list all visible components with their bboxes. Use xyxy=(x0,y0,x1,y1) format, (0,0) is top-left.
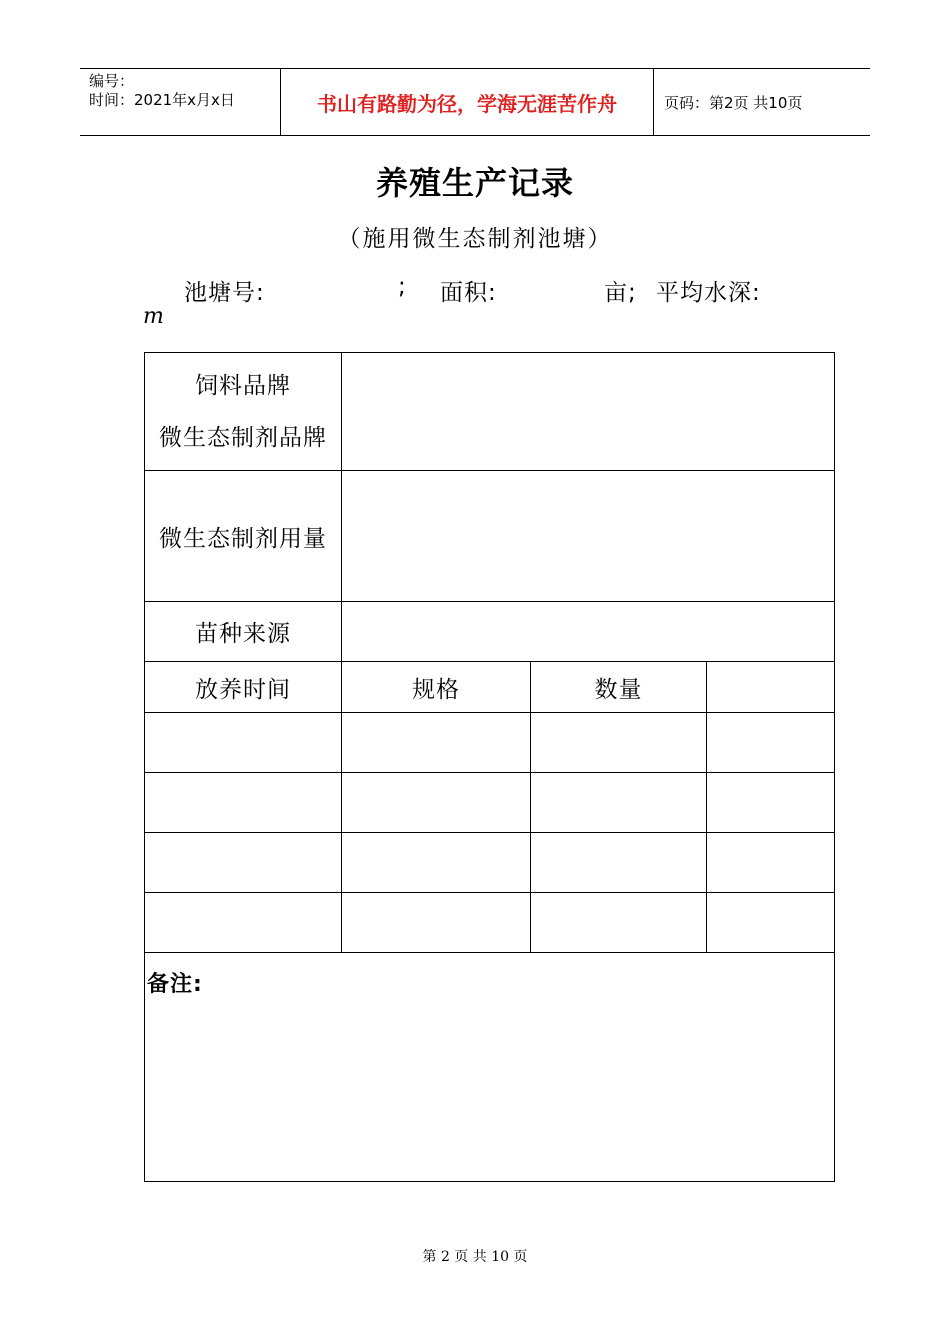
table-cell[interactable] xyxy=(145,773,342,833)
depth-unit: m xyxy=(143,304,164,329)
table-cell[interactable] xyxy=(342,773,531,833)
table-cell[interactable] xyxy=(707,893,835,953)
table-row xyxy=(145,833,835,893)
table-header-row xyxy=(145,662,835,713)
brand-label-cell xyxy=(145,353,342,471)
table-row xyxy=(145,713,835,773)
column-header-stocking-time: 放养时间 xyxy=(145,662,342,713)
production-record-table xyxy=(144,352,835,1182)
table-cell[interactable] xyxy=(145,833,342,893)
pond-semicolon: ; xyxy=(398,274,407,300)
table-cell[interactable] xyxy=(531,713,707,773)
column-header-specification: 规格 xyxy=(342,662,531,713)
mu-unit-label: 亩; xyxy=(604,280,637,306)
pond-number-label: 池塘号: xyxy=(184,280,265,306)
table-cell[interactable] xyxy=(531,833,707,893)
feed-brand-label: 饲料品牌 xyxy=(195,372,291,399)
time-label: 时间：2021年x月x日 xyxy=(89,91,235,109)
table-row xyxy=(145,353,835,471)
table-cell[interactable] xyxy=(707,833,835,893)
table-cell[interactable] xyxy=(342,893,531,953)
table-cell[interactable] xyxy=(707,713,835,773)
micro-dosage-label: 微生态制剂用量 xyxy=(145,471,342,602)
page-header xyxy=(80,68,870,136)
seed-source-label: 苗种来源 xyxy=(145,602,342,662)
header-motto: 书山有路勤为径，学海无涯苦作舟 xyxy=(281,69,654,135)
area-label: 面积: xyxy=(440,280,497,306)
document-title: 养殖生产记录 xyxy=(375,164,574,202)
brand-value-cell[interactable] xyxy=(342,353,835,471)
remarks-label: 备注: xyxy=(147,972,203,997)
table-cell[interactable] xyxy=(342,833,531,893)
table-row xyxy=(145,893,835,953)
header-page-number: 页码：第2页 共10页 xyxy=(664,93,803,112)
column-header-quantity: 数量 xyxy=(531,662,707,713)
document-subtitle: （施用微生态制剂池塘） xyxy=(337,226,613,252)
table-cell[interactable] xyxy=(531,893,707,953)
remarks-row xyxy=(145,953,835,1182)
micro-brand-label: 微生态制剂品牌 xyxy=(159,424,327,451)
table-cell[interactable] xyxy=(342,713,531,773)
page-footer: 第 2 页 共 10 页 xyxy=(422,1249,528,1265)
table-row xyxy=(145,602,835,662)
serial-label: 编号： xyxy=(89,72,135,90)
remarks-cell[interactable] xyxy=(145,953,835,1182)
table-cell[interactable] xyxy=(707,773,835,833)
table-row xyxy=(145,773,835,833)
table-cell[interactable] xyxy=(145,893,342,953)
table-row xyxy=(145,471,835,602)
header-meta xyxy=(80,69,281,135)
average-depth-label: 平均水深: xyxy=(656,280,761,306)
table-cell[interactable] xyxy=(531,773,707,833)
column-header-blank xyxy=(707,662,835,713)
table-cell[interactable] xyxy=(145,713,342,773)
seed-source-value-cell[interactable] xyxy=(342,602,835,662)
micro-dosage-value-cell[interactable] xyxy=(342,471,835,602)
